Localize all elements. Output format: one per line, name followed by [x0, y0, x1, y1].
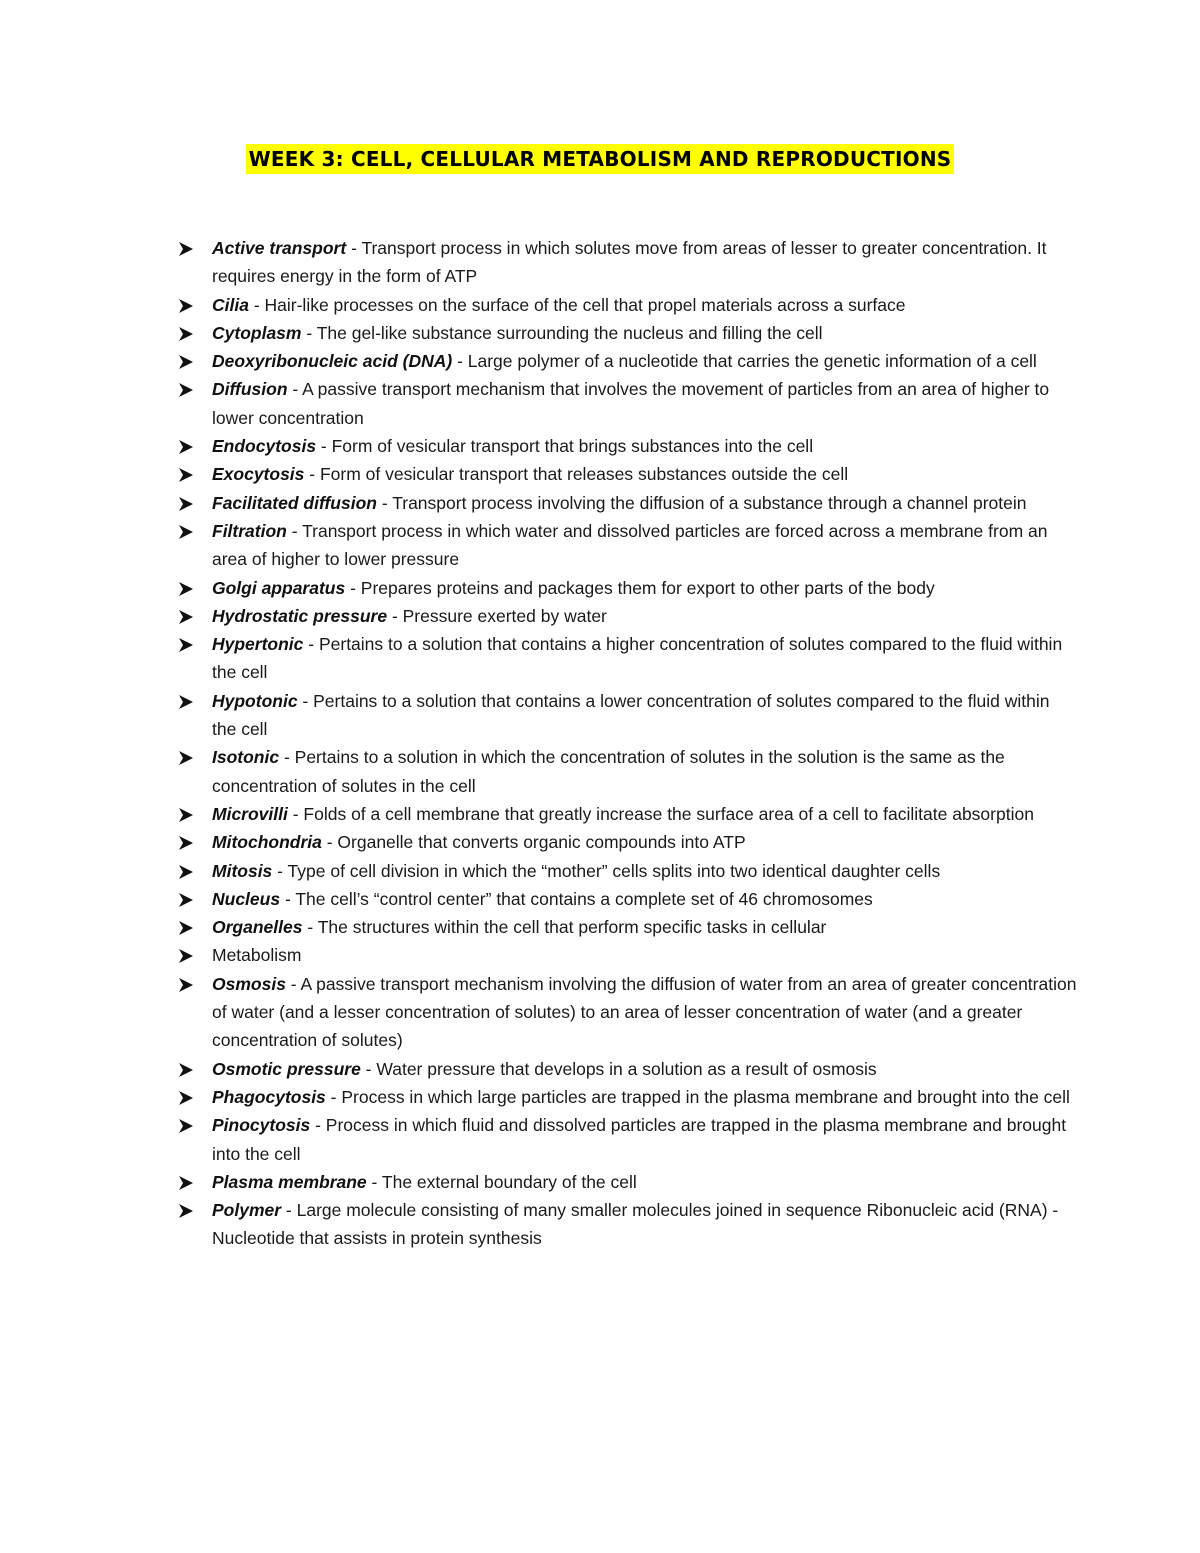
glossary-term: Deoxyribonucleic acid (DNA) — [212, 351, 453, 372]
glossary-term: Cilia — [212, 294, 249, 315]
glossary-definition: - Process in which large particles are trapped in the plasma membrane and brought into the cell — [325, 1086, 1070, 1107]
glossary-term: Mitosis — [212, 860, 273, 881]
arrowhead-bullet-icon — [178, 637, 194, 653]
glossary-term: Endocytosis — [212, 436, 317, 457]
arrowhead-bullet-icon — [178, 864, 194, 880]
glossary-item — [178, 319, 1078, 347]
glossary-term: Isotonic — [212, 747, 280, 768]
glossary-definition: - Pertains to a solution that contains a higher concentration of solutes compared to the fluid within the cell — [212, 634, 1063, 683]
arrowhead-bullet-icon — [178, 750, 194, 766]
arrowhead-bullet-icon — [178, 1090, 194, 1106]
glossary-definition: - Large polymer of a nucleotide that carries the genetic information of a cell — [452, 351, 1037, 372]
glossary-term: Organelles — [212, 917, 303, 938]
title-wrapper — [0, 144, 1200, 174]
arrowhead-bullet-icon — [178, 1175, 194, 1191]
glossary-definition: - Transport process in which water and dissolved particles are forced across a membrane from an area of higher to lower pressure — [212, 520, 1048, 570]
glossary-definition: - Large molecule consisting of many smaller molecules joined in sequence Ribonucleic acid (RNA) - Nucleotide that assists in protein synthesis — [212, 1200, 1059, 1249]
arrowhead-bullet-icon — [178, 948, 194, 964]
glossary-definition: - Type of cell division in which the “mother” cells splits into two identical daughter cells — [272, 860, 941, 881]
glossary-term: Diffusion — [212, 379, 288, 400]
glossary-definition: - Prepares proteins and packages them for export to other parts of the body — [345, 577, 935, 598]
glossary-definition: - The gel-like substance surrounding the nucleus and filling the cell — [301, 322, 823, 343]
glossary-term: Pinocytosis — [212, 1115, 311, 1136]
glossary-item — [178, 941, 1078, 969]
glossary-item — [178, 375, 1078, 432]
glossary-list — [178, 234, 1078, 1253]
arrowhead-bullet-icon — [178, 1118, 194, 1134]
glossary-item — [178, 1196, 1078, 1253]
glossary-item — [178, 432, 1078, 460]
arrowhead-bullet-icon — [178, 581, 194, 597]
glossary-definition: - Pertains to a solution in which the concentration of solutes in the solution is the same as the concentration of solutes in the cell — [212, 747, 1005, 796]
glossary-definition: - Form of vesicular transport that brings substances into the cell — [316, 436, 814, 457]
glossary-definition: - Pertains to a solution that contains a lower concentration of solutes compared to the fluid within the cell — [212, 690, 1050, 740]
glossary-item — [178, 1083, 1078, 1111]
glossary-item — [178, 460, 1078, 488]
glossary-definition: Metabolism — [212, 945, 302, 966]
glossary-term: Exocytosis — [212, 464, 305, 485]
arrowhead-bullet-icon — [178, 920, 194, 936]
glossary-item — [178, 828, 1078, 856]
glossary-definition: - A passive transport mechanism that involves the movement of particles from an area of higher to lower concentration — [212, 379, 1050, 428]
glossary-term: Filtration — [212, 520, 287, 541]
glossary-item — [178, 800, 1078, 828]
glossary-term: Osmosis — [212, 973, 286, 994]
arrowhead-bullet-icon — [178, 496, 194, 512]
arrowhead-bullet-icon — [178, 694, 194, 710]
document-title: WEEK 3: CELL, CELLULAR METABOLISM AND REPRODUCTIONS — [246, 144, 955, 174]
arrowhead-bullet-icon — [178, 807, 194, 823]
arrowhead-bullet-icon — [178, 241, 194, 257]
arrowhead-bullet-icon — [178, 1203, 194, 1219]
glossary-definition: - Process in which fluid and dissolved particles are trapped in the plasma membrane and brought into the cell — [212, 1115, 1067, 1164]
glossary-item — [178, 1111, 1078, 1168]
glossary-definition: - Form of vesicular transport that releases substances outside the cell — [304, 464, 849, 485]
arrowhead-bullet-icon — [178, 354, 194, 370]
glossary-term: Microvilli — [212, 803, 288, 824]
glossary-item — [178, 885, 1078, 913]
glossary-item — [178, 517, 1078, 574]
glossary-item — [178, 743, 1078, 800]
arrowhead-bullet-icon — [178, 977, 194, 993]
arrowhead-bullet-icon — [178, 1062, 194, 1078]
glossary-item — [178, 1168, 1078, 1196]
glossary-term: Osmotic pressure — [212, 1058, 361, 1079]
glossary-term: Hydrostatic pressure — [212, 605, 388, 626]
glossary-item — [178, 347, 1078, 375]
arrowhead-bullet-icon — [178, 524, 194, 540]
glossary-term: Polymer — [212, 1200, 282, 1221]
glossary-definition: - The external boundary of the cell — [366, 1171, 637, 1192]
glossary-definition: - Folds of a cell membrane that greatly increase the surface area of a cell to facilitate absorption — [287, 803, 1034, 824]
arrowhead-bullet-icon — [178, 467, 194, 483]
glossary-term: Hypotonic — [212, 690, 298, 711]
arrowhead-bullet-icon — [178, 439, 194, 455]
glossary-definition: - Water pressure that develops in a solution as a result of osmosis — [360, 1058, 877, 1079]
arrowhead-bullet-icon — [178, 609, 194, 625]
glossary-definition: - Pressure exerted by water — [387, 605, 607, 626]
glossary-definition: - Transport process involving the diffusion of a substance through a channel protein — [376, 492, 1027, 513]
glossary-item — [178, 234, 1078, 291]
glossary-term: Plasma membrane — [212, 1171, 367, 1192]
glossary-term: Active transport — [212, 238, 347, 258]
arrowhead-bullet-icon — [178, 298, 194, 314]
arrowhead-bullet-icon — [178, 892, 194, 908]
glossary-term: Hypertonic — [212, 634, 304, 655]
glossary-definition: - The structures within the cell that perform specific tasks in cellular — [302, 917, 827, 938]
glossary-item — [178, 970, 1078, 1055]
glossary-item — [178, 857, 1078, 885]
glossary-term: Phagocytosis — [212, 1086, 326, 1107]
glossary-item — [178, 489, 1078, 517]
arrowhead-bullet-icon — [178, 382, 194, 398]
glossary-term: Mitochondria — [212, 832, 322, 853]
arrowhead-bullet-icon — [178, 326, 194, 342]
glossary-definition: - Hair-like processes on the surface of the cell that propel materials across a surface — [248, 294, 906, 315]
arrowhead-bullet-icon — [178, 835, 194, 851]
glossary-term: Cytoplasm — [212, 322, 302, 343]
glossary-item — [178, 1055, 1078, 1083]
glossary-item — [178, 687, 1078, 744]
glossary-item — [178, 630, 1078, 687]
glossary-definition: - A passive transport mechanism involving the diffusion of water from an area of greater concentration of water (and a lesser concentration of solutes) to an area of lesser concentration of water (and a greater concentration of solutes) — [212, 973, 1077, 1051]
glossary-term: Facilitated diffusion — [212, 492, 377, 513]
glossary-term: Golgi apparatus — [212, 577, 346, 598]
glossary-definition: - Organelle that converts organic compounds into ATP — [321, 832, 746, 853]
glossary-definition: - Transport process in which solutes move from areas of lesser to greater concentration. It requires energy in the form of ATP — [212, 238, 1047, 287]
glossary-definition: - The cell’s “control center” that contains a complete set of 46 chromosomes — [280, 888, 873, 909]
glossary-item — [178, 291, 1078, 319]
glossary-item — [178, 602, 1078, 630]
glossary-item — [178, 913, 1078, 941]
glossary-term: Nucleus — [212, 888, 281, 909]
glossary-item — [178, 574, 1078, 602]
